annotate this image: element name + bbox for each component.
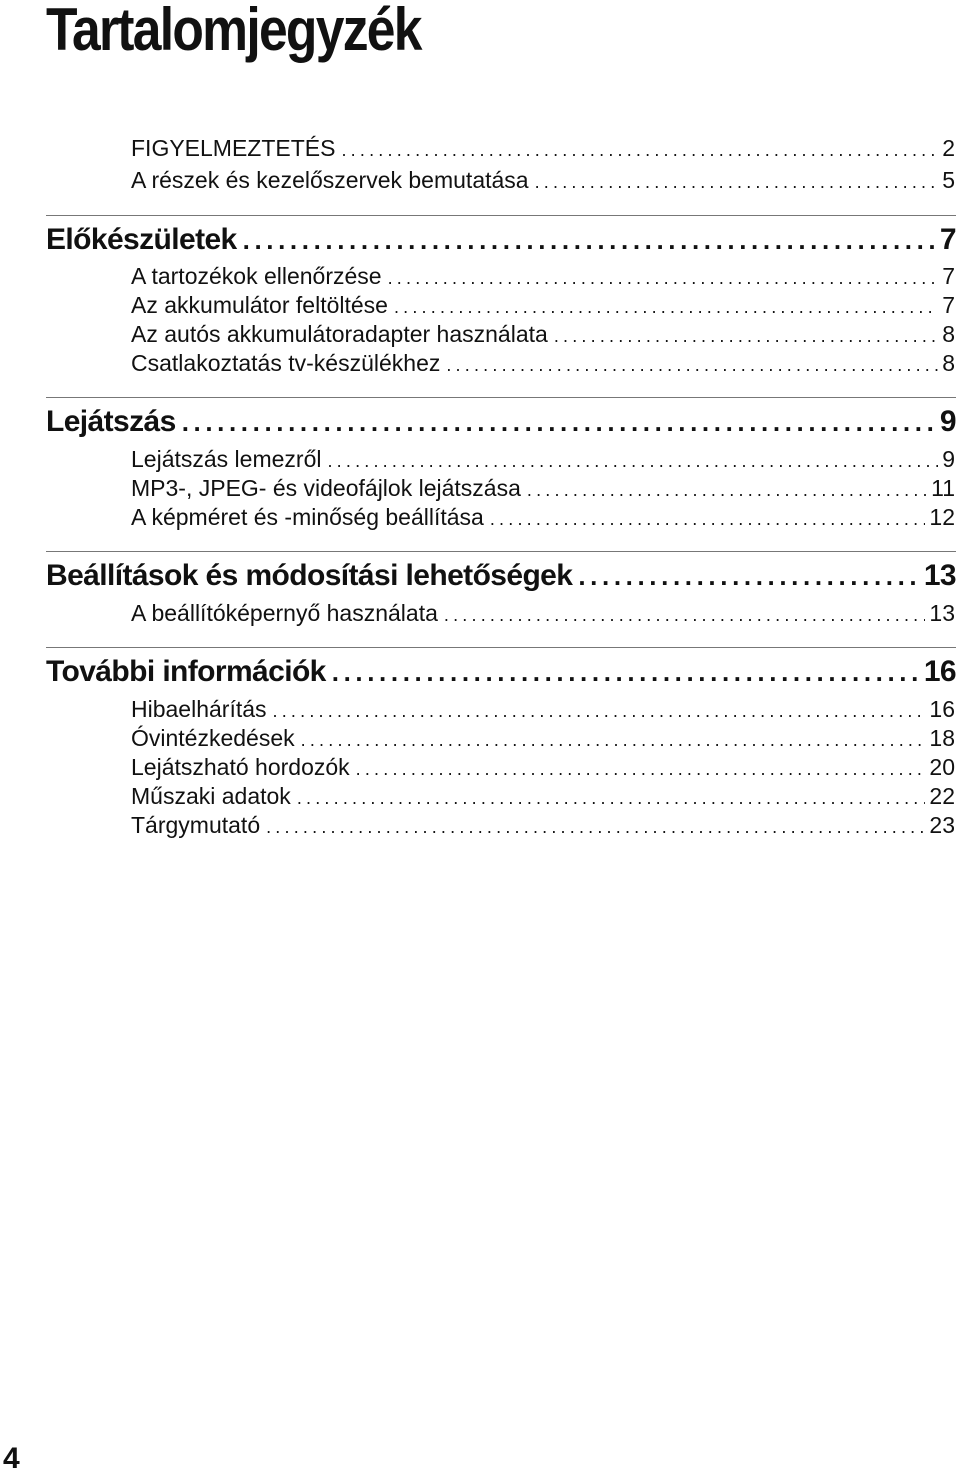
toc-entry-page: 18 [929,725,955,751]
toc-section-label: Előkészületek [46,223,237,256]
toc-section-page: 13 [923,559,956,592]
toc-entry[interactable] [131,291,955,321]
toc-entry-parts-controls[interactable] [131,166,955,196]
toc-entry-label: Lejátszható hordozók [131,754,350,780]
dot-leader [332,654,920,690]
section-divider [46,397,956,398]
toc-entry-page: 13 [929,600,955,626]
toc-entry[interactable] [131,474,955,504]
toc-entry-page: 8 [942,350,955,376]
toc-entry-page: 20 [929,754,955,780]
dot-leader [327,447,938,475]
toc-entry-page: 11 [931,475,955,501]
toc-entry-page: 5 [942,167,955,193]
toc-entry[interactable] [131,445,955,475]
toc-entry-label: Csatlakoztatás tv-készülékhez [131,350,441,376]
toc-entry-warning[interactable] [131,134,955,164]
toc-entry-label: A képméret és -minőség beállítása [131,504,484,530]
section-divider [46,647,956,648]
toc-entry[interactable] [131,349,955,379]
dot-leader [535,168,939,196]
toc-section-playback[interactable] [46,404,956,440]
toc-entry-label: FIGYELMEZTETÉS [131,135,336,161]
toc-entry-label: A beállítóképernyő használata [131,600,438,626]
dot-leader [273,697,926,725]
toc-entry-label: Óvintézkedések [131,725,295,751]
toc-section-label: Beállítások és módosítási lehetőségek [46,559,573,592]
toc-section-settings[interactable] [46,558,956,594]
dot-leader [527,476,927,504]
dot-leader [182,404,936,440]
toc-entry[interactable] [131,503,955,533]
dot-leader [341,136,938,164]
dot-leader [356,755,926,783]
toc-entry-page: 7 [942,263,955,289]
toc-section-page: 9 [939,405,956,438]
dot-leader [266,813,925,841]
dot-leader [297,784,926,812]
toc-entry-label: Műszaki adatok [131,783,291,809]
toc-entry-label: Tárgymutató [131,812,261,838]
dot-leader [388,264,939,292]
toc-entry[interactable] [131,811,955,841]
toc-section-page: 7 [939,223,956,256]
section-divider [46,215,956,216]
page-number: 4 [3,1442,20,1475]
toc-entry-page: 7 [942,292,955,318]
toc-section-more-info[interactable] [46,654,956,690]
toc-entry[interactable] [131,320,955,350]
section-divider [46,551,956,552]
dot-leader [490,505,926,533]
toc-section-page: 16 [923,655,956,688]
toc-entry[interactable] [131,753,955,783]
toc-entry[interactable] [131,782,955,812]
dot-leader [446,351,938,379]
page-title: Tartalomjegyzék [46,0,421,63]
toc-entry-page: 23 [929,812,955,838]
toc-entry-label: Az autós akkumulátoradapter használata [131,321,548,347]
toc-entry[interactable] [131,695,955,725]
toc-section-preparation[interactable] [46,222,956,258]
toc-entry[interactable] [131,724,955,754]
dot-leader [394,293,938,321]
dot-leader [243,222,936,258]
toc-entry-label: A részek és kezelőszervek bemutatása [131,167,529,193]
toc-entry-label: Lejátszás lemezről [131,446,322,472]
toc-section-label: Lejátszás [46,405,176,438]
dot-leader [444,601,926,629]
toc-entry-label: Hibaelhárítás [131,696,267,722]
toc-entry-page: 2 [942,135,955,161]
toc-entry-label: A tartozékok ellenőrzése [131,263,382,289]
dot-leader [578,558,919,594]
toc-entry-label: Az akkumulátor feltöltése [131,292,388,318]
toc-entry-page: 9 [942,446,955,472]
toc-entry[interactable] [131,599,955,629]
toc-entry[interactable] [131,262,955,292]
toc-entry-page: 16 [929,696,955,722]
toc-entry-page: 8 [942,321,955,347]
dot-leader [301,726,926,754]
dot-leader [554,322,938,350]
toc-entry-label: MP3-, JPEG- és videofájlok lejátszása [131,475,521,501]
toc-entry-page: 12 [929,504,955,530]
toc-section-label: További információk [46,655,326,688]
toc-entry-page: 22 [929,783,955,809]
